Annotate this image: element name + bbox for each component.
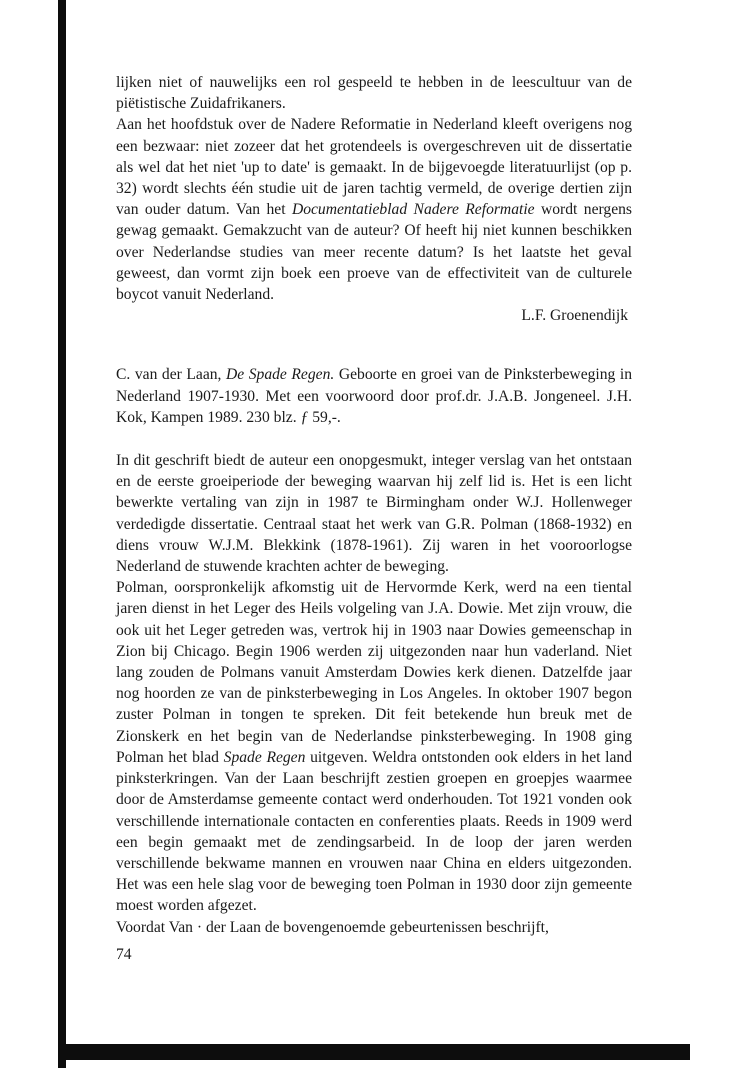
reviewer-signature: L.F. Groenendijk [521, 307, 628, 325]
book-citation [116, 364, 632, 428]
review2-paragraph-1: In dit geschrift biedt de auteur een onopgesmukt, integer verslag van het ontstaan en de eerste groeiperiode der beweging waarvan hij zelf lid is. Het is een licht bewerkte vertaling van zijn in 1987 te Birmingham onder W.J. Hollenweger verdedigde dissertatie. Centraal staat het werk van G.R. Polman (1868-1932) en diens vrouw W.J.M. Blekkink (1878-1961). Zij waren in het vooroorlogse Nederland de stuwende krachten achter de beweging. [116, 452, 632, 576]
review2-paragraph-2 [116, 577, 632, 916]
section-spacer [116, 326, 632, 364]
review2-paragraph-2-continuation: uitgeven. Weldra ontstonden ook elders in het land pinksterkringen. Van der Laan beschrijft zestien groepen en groepjes waarmee door de Amsterdamse gemeente contact werd onderhouden. Tot 1921 vonden ook verschillende internationale contacten en conferenties plaats. Reeds in 1909 werd een begin gemaakt met de zendingsarbeid. In de loop der jaren werden verschillende bekwame mannen en vrouwen naar China en elders uitgezonden. Het was een hele slag voor de beweging toen Polman in 1930 door zijn gemeente moest worden afgezet. [116, 748, 632, 915]
review1-paragraph-2-text: Aan het hoofdstuk over de Nadere Reformatie in Nederland kleeft overigens nog een bezwaar: niet zozeer dat het grotendeels is overgeschreven uit de dissertatie als wel dat het niet 'up to date' is gemaakt. In de bijgevoegde literatuurlijst (op p. 32) wordt slechts één studie uit de jaren tachtig vermeld, de overige dertien zijn van ouder datum. Van het [116, 116, 632, 219]
review1-paragraph-2-continuation: wordt nergens gewag gemaakt. Gemakzucht van de auteur? Of heeft hij niet kunnen beschikken over Nederlandse studies van meer recente datum? Is het laatste het geval geweest, dan vormt zijn boek een proeve van de effectiviteit van de culturele boycot vanuit Nederland. [116, 201, 632, 304]
citation-price: 59,-. [312, 408, 341, 426]
review1-paragraph-2 [116, 114, 632, 305]
review2-paragraph-2-text: Polman, oorspronkelijk afkomstig uit de Hervormde Kerk, werd na een tiental jaren dienst in het Leger des Heils volgeling van J.A. Dowie. Met zijn vrouw, die ook uit het Leger getreden was, vertrok hij in 1903 naar Dowies gemeenschap in Zion bij Chicago. Begin 1906 werden zij uitgezonden naar hun vaderland. Niet lang zouden de Polmans vanuit Amsterdam Dowies kerk dienen. Datzelfde jaar nog hoorden ze van de pinksterbeweging in Los Angeles. In oktober 1907 begon zuster Polman in tongen te spreken. Dit feit betekende hun breuk met de Zionskerk en het begin van de Nederlandse pinksterbeweging. In 1908 ging Polman het blad [116, 579, 632, 766]
scan-border-bottom [58, 1044, 690, 1060]
review1-paragraph-1: lijken niet of nauwelijks een rol gespeeld te hebben in de leescultuur van de piëtistische Zuidafrikaners. [116, 74, 632, 113]
citation-spacer [116, 428, 632, 450]
citation-price-symbol: ƒ [300, 408, 309, 426]
page-body [116, 72, 632, 938]
review2-paragraph-3: Voordat Van · der Laan de bovengenoemde gebeurtenissen beschrijft, [116, 918, 549, 936]
citation-details: Geboorte en groei van de Pinksterbeweging in Nederland 1907-1930. Met een voorwoord door prof.dr. J.A.B. Jongeneel. J.H. Kok, Kampen 1989. 230 blz. [116, 366, 633, 426]
journal-title: Documentatieblad Nadere Reformatie [291, 201, 535, 219]
citation-author: C. van der Laan, [116, 366, 222, 384]
page-number: 74 [116, 946, 132, 963]
citation-title: De Spade Regen. [226, 366, 335, 384]
scan-border-left [58, 0, 66, 1068]
journal-title-spade-regen: Spade Regen [223, 748, 306, 766]
